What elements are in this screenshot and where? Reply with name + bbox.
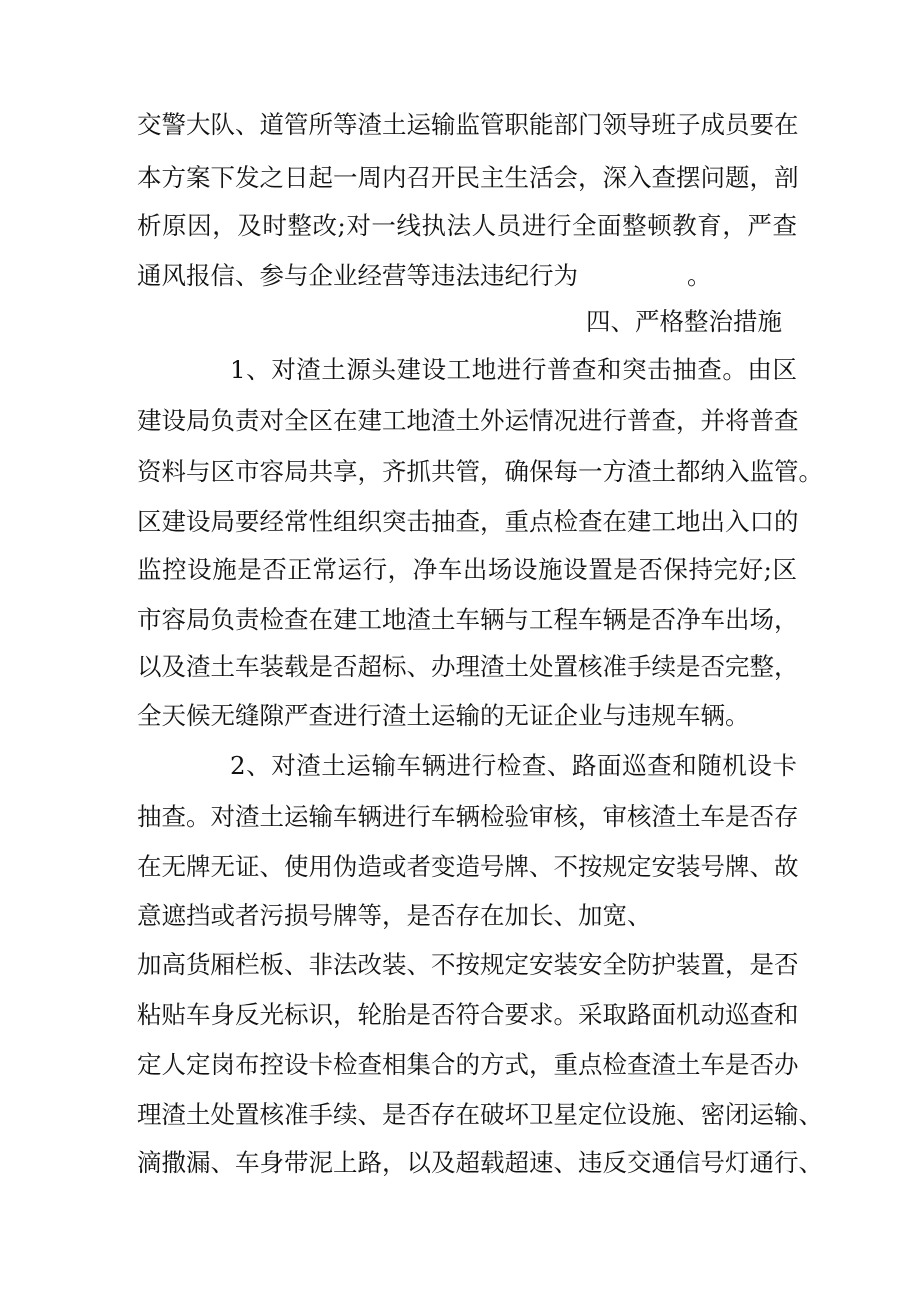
body-text-line: 区建设局要经常性组织突击抽查，重点检查在建工地出入口的 xyxy=(137,507,799,536)
body-text-line: 市容局负责检查在建工地渣土车辆与工程车辆是否净车出场， xyxy=(137,605,799,634)
body-text-line: 加高货厢栏板、非法改装、不按规定安装安全防护装置，是否 xyxy=(137,950,799,979)
body-text-line: 定人定岗布控设卡检查相集合的方式，重点检查渣土车是否办 xyxy=(137,1050,799,1079)
body-text-line: 滴撒漏、车身带泥上路，以及超载超速、违反交通信号灯通行、 xyxy=(137,1148,823,1177)
body-text-line: 交警大队、道管所等渣土运输监管职能部门领导班子成员要在 xyxy=(137,110,799,139)
body-text-line: 粘贴车身反光标识，轮胎是否符合要求。采取路面机动巡查和 xyxy=(137,1000,799,1029)
body-text-line: 意遮挡或者污损号牌等，是否存在加长、加宽、 xyxy=(137,901,652,930)
body-text-line: 全天候无缝隙严查进行渣土运输的无证企业与违规车辆。 xyxy=(137,701,750,730)
paragraph-first-line: 2、对渣土运输车辆进行检查、路面巡查和随机设卡 xyxy=(230,751,797,780)
body-text-line: 理渣土处置核准手续、是否存在破坏卫星定位设施、密闭运输、 xyxy=(137,1100,823,1129)
body-text-line: 资料与区市容局共享，齐抓共管，确保每一方渣土都纳入监管。 xyxy=(137,457,823,486)
body-text-line: 抽查。对渣土运输车辆进行车辆检验审核，审核渣土车是否存 xyxy=(137,802,799,831)
body-text-line: 析原因，及时整改;对一线执法人员进行全面整顿教育，严查 xyxy=(137,211,797,240)
body-text-line: 监控设施是否正常运行，净车出场设施设置是否保持完好;区 xyxy=(137,555,797,584)
body-text-line: 建设局负责对全区在建工地渣土外运情况进行普查，并将普查 xyxy=(137,406,799,435)
paragraph-first-line: 1、对渣土源头建设工地进行普查和突击抽查。由区 xyxy=(230,355,797,384)
body-text-line: 本方案下发之日起一周内召开民主生活会，深入查摆问题，剖 xyxy=(137,163,799,192)
body-text-line: 通风报信、参与企业经营等违法违纪行为 。 xyxy=(137,261,712,290)
section-heading: 四、严格整治措施 xyxy=(586,307,782,336)
body-text-line: 在无牌无证、使用伪造或者变造号牌、不按规定安装号牌、故 xyxy=(137,852,799,881)
body-text-line: 以及渣土车装载是否超标、办理渣土处置核准手续是否完整， xyxy=(137,652,799,681)
